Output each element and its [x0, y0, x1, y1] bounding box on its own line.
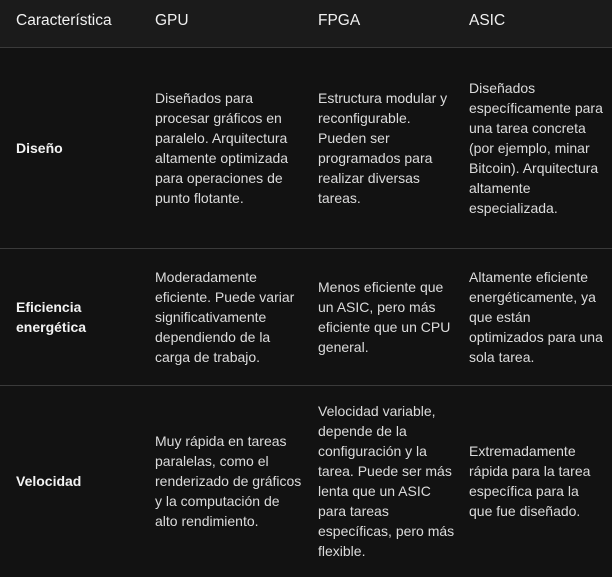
cell-velocidad-fpga: Velocidad variable, depende de la configuración y la tarea. Puede ser más lenta que un ASIC para tareas específicas, pero más flexible.: [318, 402, 455, 559]
cell-velocidad-asic: Extremadamente rápida para la tarea específica para la que fue diseñado.: [469, 442, 591, 519]
row-label-eficiencia: Eficiencia energética: [16, 298, 87, 335]
table-row-eficiencia: [0, 248, 612, 385]
cell-eficiencia-fpga: Menos eficiente que un ASIC, pero más eficiente que un CPU general.: [318, 278, 451, 355]
cell-eficiencia-gpu: Moderadamente eficiente. Puede variar significativamente dependiendo de la carga de trabajo.: [155, 268, 295, 365]
table-row-diseno: [0, 47, 612, 248]
row-label-diseno: Diseño: [16, 139, 63, 156]
row-label-velocidad: Velocidad: [16, 472, 82, 489]
table-header-row: [0, 0, 612, 47]
cell-diseno-asic: Diseñados específicamente para una tarea concreta (por ejemplo, minar Bitcoin). Arquitectura altamente especializada.: [469, 79, 603, 216]
header-asic: ASIC: [469, 0, 612, 47]
cell-eficiencia-asic: Altamente eficiente energéticamente, ya que están optimizados para una sola tarea.: [469, 268, 603, 365]
cell-diseno-fpga: Estructura modular y reconfigurable. Pueden ser programados para realizar diversas tareas.: [318, 89, 448, 206]
header-fpga: FPGA: [318, 0, 469, 47]
cell-velocidad-gpu: Muy rápida en tareas paralelas, como el renderizado de gráficos y la computación de alto rendimiento.: [155, 432, 302, 529]
table-row-velocidad: [0, 385, 612, 576]
cell-diseno-gpu: Diseñados para procesar gráficos en paralelo. Arquitectura altamente optimizada para operaciones de punto flotante.: [155, 89, 289, 206]
header-caracteristica: Característica: [0, 0, 155, 47]
header-gpu: GPU: [155, 0, 318, 47]
